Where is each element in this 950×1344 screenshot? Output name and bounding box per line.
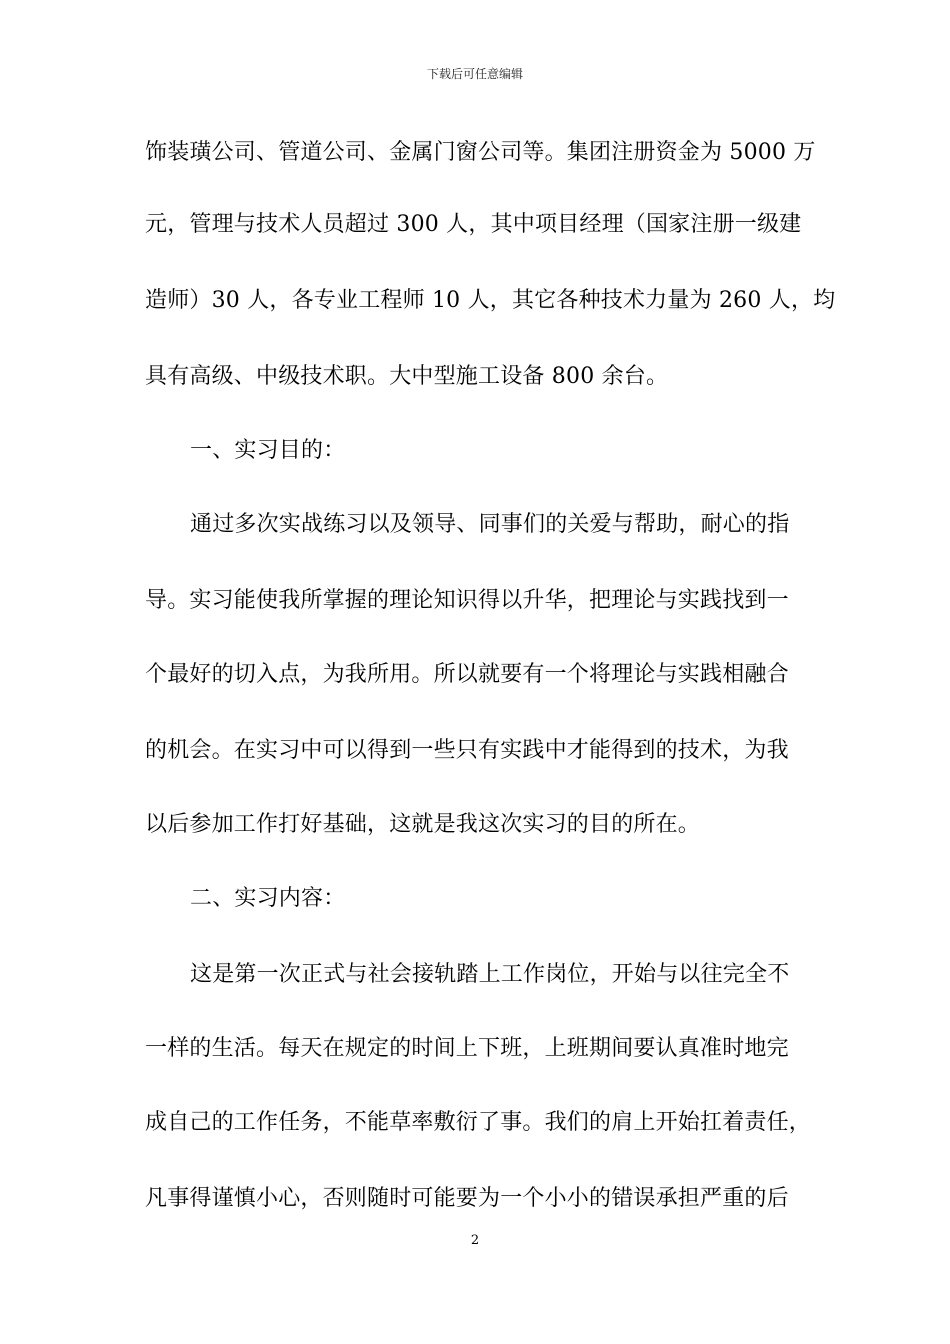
body-line-9: 的机会。在实习中可以得到一些只有实践中才能得到的技术，为我 (145, 738, 789, 763)
body-line-8: 个最好的切入点，为我所用。所以就要有一个将理论与实践相融合 (145, 662, 789, 687)
body-line-15: 凡事得谨慎小心，否则随时可能要为一个小小的错误承担严重的后 (145, 1186, 789, 1211)
body-line-6: 通过多次实战练习以及领导、同事们的关爱与帮助，耐心的指 (190, 512, 790, 537)
body-line-7: 导。实习能使我所掌握的理论知识得以升华，把理论与实践找到一 (145, 588, 789, 613)
body-line-10: 以后参加工作打好基础，这就是我这次实习的目的所在。 (145, 812, 701, 837)
body-line-14: 成自己的工作任务，不能草率敷衍了事。我们的肩上开始扛着责任， (145, 1110, 812, 1135)
section-heading-content: 二、实习内容： (190, 886, 346, 911)
body-line-12: 这是第一次正式与社会接轨踏上工作岗位，开始与以往完全不 (190, 962, 790, 987)
section-heading-purpose: 一、实习目的： (190, 438, 346, 463)
body-line-4: 具有高级、中级技术职。大中型施工设备 800 余台。 (145, 364, 669, 389)
page-header: 下载后可任意编辑 (426, 67, 523, 81)
body-line-3: 造师）30 人，各专业工程师 10 人，其它各种技术力量为 260 人，均 (145, 288, 836, 313)
page-number: 2 (470, 1233, 480, 1248)
body-line-13: 一样的生活。每天在规定的时间上下班，上班期间要认真准时地完 (145, 1036, 789, 1061)
body-line-1: 饰装璜公司、管道公司、金属门窗公司等。集团注册资金为 5000 万 (145, 140, 816, 165)
body-line-2: 元，管理与技术人员超过 300 人，其中项目经理（国家注册一级建 (145, 212, 802, 237)
